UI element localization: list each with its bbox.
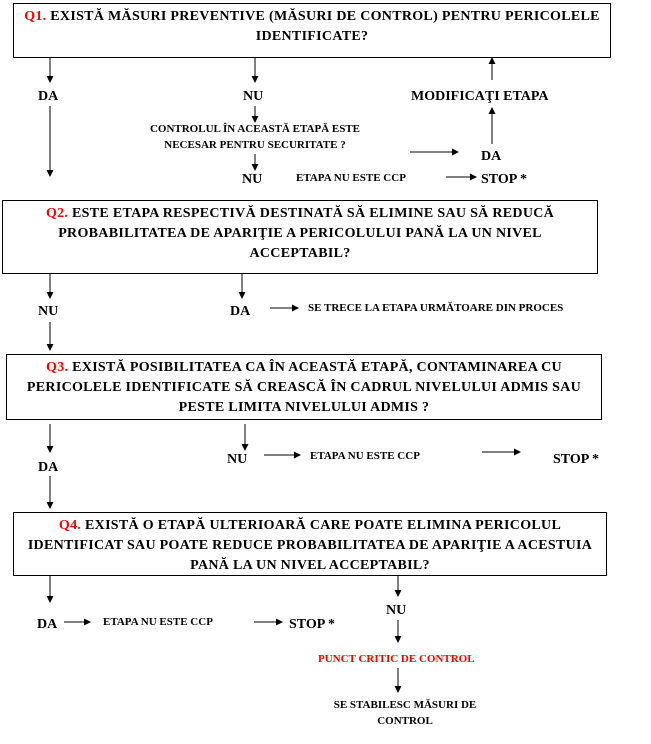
control-da-label: DA (481, 149, 502, 164)
q2-box (2, 200, 598, 274)
control-measures-line-2: CONTROL (377, 715, 433, 727)
q4-da-label: DA (37, 617, 58, 632)
q3-nu-label: NU (227, 452, 248, 467)
stop-label-2: STOP * (553, 452, 600, 467)
not-ccp-label-2: ETAPA NU ESTE CCP (310, 450, 420, 462)
stop-label-1: STOP * (481, 172, 528, 187)
control-question-line-2: NECESAR PENTRU SECURITATE ? (164, 139, 346, 151)
next-step-label: SE TRECE LA ETAPA URMĂTOARE DIN PROCES (308, 302, 564, 314)
q1-nu-label: NU (243, 89, 264, 104)
q4-text: EXISTĂ O ETAPĂ ULTERIOARĂ CARE POATE ELIMINA PERICOLUL IDENTIFICAT SAU POATE REDUCE PROBABILITATEA DE APARIŢIE A ACESTUIA PANĂ LA UN NIVEL ACCEPTABIL? (27, 518, 593, 573)
stop-label-3: STOP * (289, 617, 336, 632)
q2-text: ESTE ETAPA RESPECTIVĂ DESTINATĂ SĂ ELIMINE SAU SĂ REDUCĂ PROBABILITATEA DE APARIŢIE A PERICOLULUI PANĂ LA UN NIVEL ACCEPTABIL? (58, 206, 555, 261)
control-nu-label: NU (242, 172, 263, 187)
q1-box (13, 3, 611, 58)
q4-nu-label: NU (386, 603, 407, 618)
q2-number: Q2. (45, 206, 69, 221)
control-measures (300, 697, 510, 729)
control-question (135, 121, 375, 153)
q1-text: EXISTĂ MĂSURI PREVENTIVE (MĂSURI DE CONTROL) PENTRU PERICOLELE IDENTIFICATE? (50, 9, 600, 44)
q3-da-label: DA (38, 460, 59, 475)
q3-box (6, 354, 602, 420)
control-question-line-1: CONTROLUL ÎN ACEASTĂ ETAPĂ ESTE (149, 123, 361, 135)
not-ccp-label-3: ETAPA NU ESTE CCP (103, 616, 213, 628)
q1-number: Q1. (24, 9, 47, 24)
critical-control-point-label: PUNCT CRITIC DE CONTROL (318, 653, 475, 665)
q4-number: Q4. (58, 518, 82, 533)
modify-step-label: MODIFICAŢI ETAPA (411, 89, 549, 104)
control-measures-line-1: SE STABILESC MĂSURI DE (333, 699, 477, 711)
q2-nu-label: NU (38, 304, 59, 319)
q1-da-label: DA (38, 89, 59, 104)
q4-box (13, 512, 607, 576)
q3-number: Q3. (46, 360, 69, 375)
q3-text: EXISTĂ POSIBILITATEA CA ÎN ACEASTĂ ETAPĂ, CONTAMINAREA CU PERICOLELE IDENTIFICATE SĂ CREASCĂ ÎN CADRUL NIVELULUI ADMIS SAU PESTE LIMITA NIVELULUI ADMIS ? (26, 360, 582, 415)
not-ccp-label-1: ETAPA NU ESTE CCP (296, 172, 406, 184)
q2-da-label: DA (230, 304, 251, 319)
